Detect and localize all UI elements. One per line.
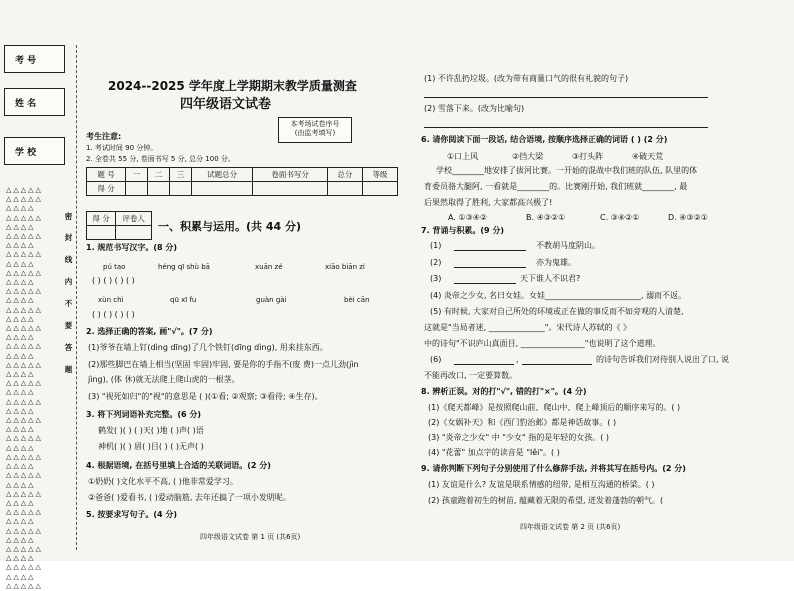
question-7-5-cont: 这就是"当局者迷, ______________"。宋代诗人苏轼的《 》 <box>424 323 631 332</box>
answer-line[interactable] <box>522 364 592 365</box>
grader-score-label: 得 分 <box>87 212 116 226</box>
school-label: 学 校 <box>15 148 37 158</box>
answer-line[interactable] <box>454 283 516 284</box>
pinyin: guàn gài <box>256 296 287 304</box>
notes-title: 考生注意: <box>86 132 122 141</box>
pinyin: pú tao <box>103 263 126 271</box>
word-choice: ②挡大梁 <box>512 152 544 161</box>
score-cell[interactable] <box>327 182 362 196</box>
true-false-item: (3) "炎帝之少女" 中 "少女" 指的是年轻的女孩。( ) <box>428 433 610 442</box>
question-5-1: (1) 不许乱扔垃圾。(改为带有商量口气的很有礼貌的句子) <box>424 74 629 83</box>
exam-subtitle: 四年级语文试卷 <box>180 97 272 112</box>
question-7: 7. 背诵与积累。(9 分) <box>421 226 505 235</box>
item-number: (6) <box>430 355 442 364</box>
true-false-item: (1)《爬天都峰》是按照爬山前、爬山中、爬上峰顶后的顺序来写的。( ) <box>428 403 681 412</box>
score-table-header <box>87 168 398 182</box>
pinyin: xuān zé <box>255 263 283 271</box>
note-item: 1. 考试时间 90 分钟。 <box>86 144 158 152</box>
section-1-heading: 一、积累与运用。(共 44 分) <box>158 220 302 233</box>
question-8: 8. 辨析正误。对的打"√", 错的打"×"。(4 分) <box>421 387 587 396</box>
seal-char: 密 <box>64 212 73 221</box>
serial-hint: (由监考填写) <box>294 129 336 137</box>
passage-line: 学校________地安排了拔河比赛。一开始的混战中我们班的队伍, 队里的体 <box>436 166 698 175</box>
answer-line[interactable] <box>454 267 526 268</box>
grader-score-cell[interactable] <box>87 226 116 240</box>
score-header-cell: 总分 <box>327 168 362 182</box>
seal-char: 线 <box>64 255 73 264</box>
question-7-5: (5) 有时候, 大家对自己所处的环境或正在做的事反而不如旁观的人清楚, <box>430 307 684 316</box>
answer-line[interactable] <box>424 127 708 128</box>
option-c[interactable]: C. ③④②① <box>600 213 640 222</box>
question-9-1: (1) 友谊是什么? 友谊是联系情感的纽带, 是相互沟通的桥梁。( ) <box>428 480 655 489</box>
score-cell[interactable] <box>148 182 170 196</box>
question-3-row: 神机( )( ) 眉( )目( ) ( )无声( ) <box>98 442 204 451</box>
grader-name-cell[interactable] <box>116 226 152 240</box>
seal-char: 答 <box>64 343 73 352</box>
item-number: (2) <box>430 258 442 267</box>
item-number: (3) <box>430 274 442 283</box>
pinyin: bèi cān <box>344 296 370 304</box>
word-choice: ③打头阵 <box>572 152 604 161</box>
question-7-4: (4) 炎帝之少女, 名曰女娃。女娃________________________, 溺而不返。 <box>430 291 687 300</box>
pinyin: xiāo biān zi <box>325 263 365 271</box>
question-1: 1. 规范书写汉字。(8 分) <box>86 243 178 252</box>
score-header-cell: 试题总分 <box>191 168 252 182</box>
seal-char: 题 <box>64 365 73 374</box>
score-cell[interactable] <box>126 182 148 196</box>
question-6: 6. 请你阅读下面一段话, 结合语境, 按顺序选择正确的词语 ( ) (2 分) <box>421 135 668 144</box>
question-2-1: (1)爷爷在墙上钉(dìng dīng)了几个铁钉(dīng dìng), 用来挂东西。 <box>88 343 328 352</box>
true-false-item: (2)《女娲补天》和《西门豹治邺》都是神话故事。( ) <box>428 418 617 427</box>
question-7-5-cont: 中的诗句"不识庐山真面目, ________________"也说明了这个道理。 <box>424 339 661 348</box>
score-header-cell: 二 <box>148 168 170 182</box>
seal-char: 要 <box>64 321 73 330</box>
score-header-cell: 卷面书写分 <box>253 168 328 182</box>
question-2: 2. 选择正确的答案, 画"√"。(7 分) <box>86 327 213 336</box>
score-row-label: 得 分 <box>87 182 126 196</box>
question-9: 9. 请你判断下列句子分别使用了什么修辞手法, 并将其写在括号内。(2 分) <box>421 464 686 473</box>
score-table <box>86 167 398 196</box>
answer-line[interactable] <box>424 97 708 98</box>
question-2-2: (2)那些脚巴在墙上相当(坚固 牢固)牢固, 要是你的手指不(废 费)一点儿劲(jìn <box>88 360 359 369</box>
item-number: (1) <box>430 241 442 250</box>
seal-char: 不 <box>64 299 73 308</box>
answer-line[interactable] <box>454 364 514 365</box>
page-footer: 四年级语文试卷 第 1 页 (共6页) <box>200 533 301 541</box>
answer-line[interactable] <box>454 250 526 251</box>
question-9-2: (2) 孩童跑着初生的树苗, 蕴藏着无限的希望, 迸发着蓬勃的朝气。( <box>428 496 664 505</box>
page-footer: 四年级语文试卷 第 2 页 (共6页) <box>520 523 621 531</box>
passage-line: 育委员骆大腿阿, 一看就是________的。比赛刚开始, 我们班就________, 最 <box>424 182 688 191</box>
score-header-cell: 一 <box>126 168 148 182</box>
pinyin: qū xī fu <box>170 296 197 304</box>
question-7-6-cont: 不能再改口, 一定要算数。 <box>424 371 518 380</box>
seal-char: 封 <box>64 233 73 242</box>
question-4: 4. 根据语境, 在括号里填上合适的关联词语。(2 分) <box>86 461 271 470</box>
seal-line <box>76 45 77 550</box>
poem-line: 天下谁人不识君? <box>520 274 581 283</box>
passage-line: 后果然取得了胜利, 大家都高兴极了! <box>424 198 553 207</box>
triangle-pattern: △△△△△ △△△△△ △△△△ △△△△△ △△△△ △△△△△ △△△△ △△△△△ △△△△ △△△△△ △△△△ △△△△△ △△△△ △△△△△ △△△△ △△△△△ △△△△ △△△△△ △△△△ △△△△△ △△△△ △△△△△ △△△△ △△△△△ △△△△ △△△△△ △△△△ △△△△△ △△△△ △△△△△ △△△△ △△△△△ △△△△ △△△△△ △△△△ △△△△△ △△△△ △△△△△ △△△△ △△△△△ △△△△ △△△△△ △△△△ △△△△△ <box>6 186 43 590</box>
score-header-cell: 三 <box>170 168 192 182</box>
poem-line: 亦为鬼雄。 <box>536 258 576 267</box>
option-d[interactable]: D. ④③②① <box>668 213 708 222</box>
answer-brackets[interactable]: ( ) ( ) ( ) ( ) <box>92 310 135 319</box>
question-3-row: 鹤发( )( ) ( )天( )地 ( )声( )语 <box>98 426 204 435</box>
serial-number-box <box>278 117 352 143</box>
word-choice: ④破天荒 <box>632 152 664 161</box>
note-item: 2. 全卷共 55 分, 卷面书写 5 分, 总分 100 分。 <box>86 155 235 163</box>
question-4-1: ①奶奶( )文化水平不高, ( )他非常爱学习。 <box>88 477 238 486</box>
score-cell[interactable] <box>253 182 328 196</box>
true-false-item: (4) "花蕾" 加点字的读音是 "lěi"。( ) <box>428 448 560 457</box>
serial-label: 本考场试卷序号 <box>290 120 340 128</box>
poem-line: 不教胡马度阴山。 <box>536 241 600 250</box>
question-7-6: 的诗句告诉我们对待别人说出了口, 说 <box>596 355 730 364</box>
student-name-label: 姓 名 <box>15 99 37 109</box>
school-box <box>4 137 65 165</box>
question-2-2-cont: jìng), (体 休)就无法爬上爬山虎的一根茎。 <box>88 375 240 384</box>
answer-brackets[interactable]: ( ) ( ) ( ) ( ) <box>92 276 135 285</box>
score-cell[interactable] <box>170 182 192 196</box>
grader-table <box>86 211 152 240</box>
question-2-3: (3) "视死如归"的"视"的意思是 ( )(①看; ②观察; ③看待; ④生存)。 <box>88 392 323 401</box>
exam-title: 2024--2025 学年度上学期期末教学质量测查 <box>108 79 357 93</box>
score-header-cell: 等级 <box>362 168 397 182</box>
exam-number-label: 考 号 <box>15 56 37 66</box>
word-choice: ①口上风 <box>447 152 479 161</box>
score-cell[interactable] <box>362 182 397 196</box>
score-header-cell: 题 号 <box>87 168 126 182</box>
pinyin: héng qī shù bā <box>158 263 210 271</box>
option-b[interactable]: B. ④③②① <box>526 213 566 222</box>
seal-char: 内 <box>64 277 73 286</box>
pinyin: xùn chì <box>98 296 124 304</box>
score-table-row <box>87 182 398 196</box>
option-a[interactable]: A. ①③④② <box>448 213 488 222</box>
question-4-2: ②爸爸( )爱看书, ( )爱动脑筋, 去年还搞了一项小发明呢。 <box>88 493 291 502</box>
question-5-2: (2) 雪落下来。(改为比喻句) <box>424 104 525 113</box>
grader-name-label: 评卷人 <box>116 212 152 226</box>
question-5: 5. 按要求写句子。(4 分) <box>86 510 178 519</box>
comma: , <box>516 355 519 364</box>
student-name-box <box>4 88 65 116</box>
exam-number-box <box>4 45 65 73</box>
score-cell[interactable] <box>191 182 252 196</box>
question-3: 3. 将下列词语补充完整。(6 分) <box>86 410 202 419</box>
